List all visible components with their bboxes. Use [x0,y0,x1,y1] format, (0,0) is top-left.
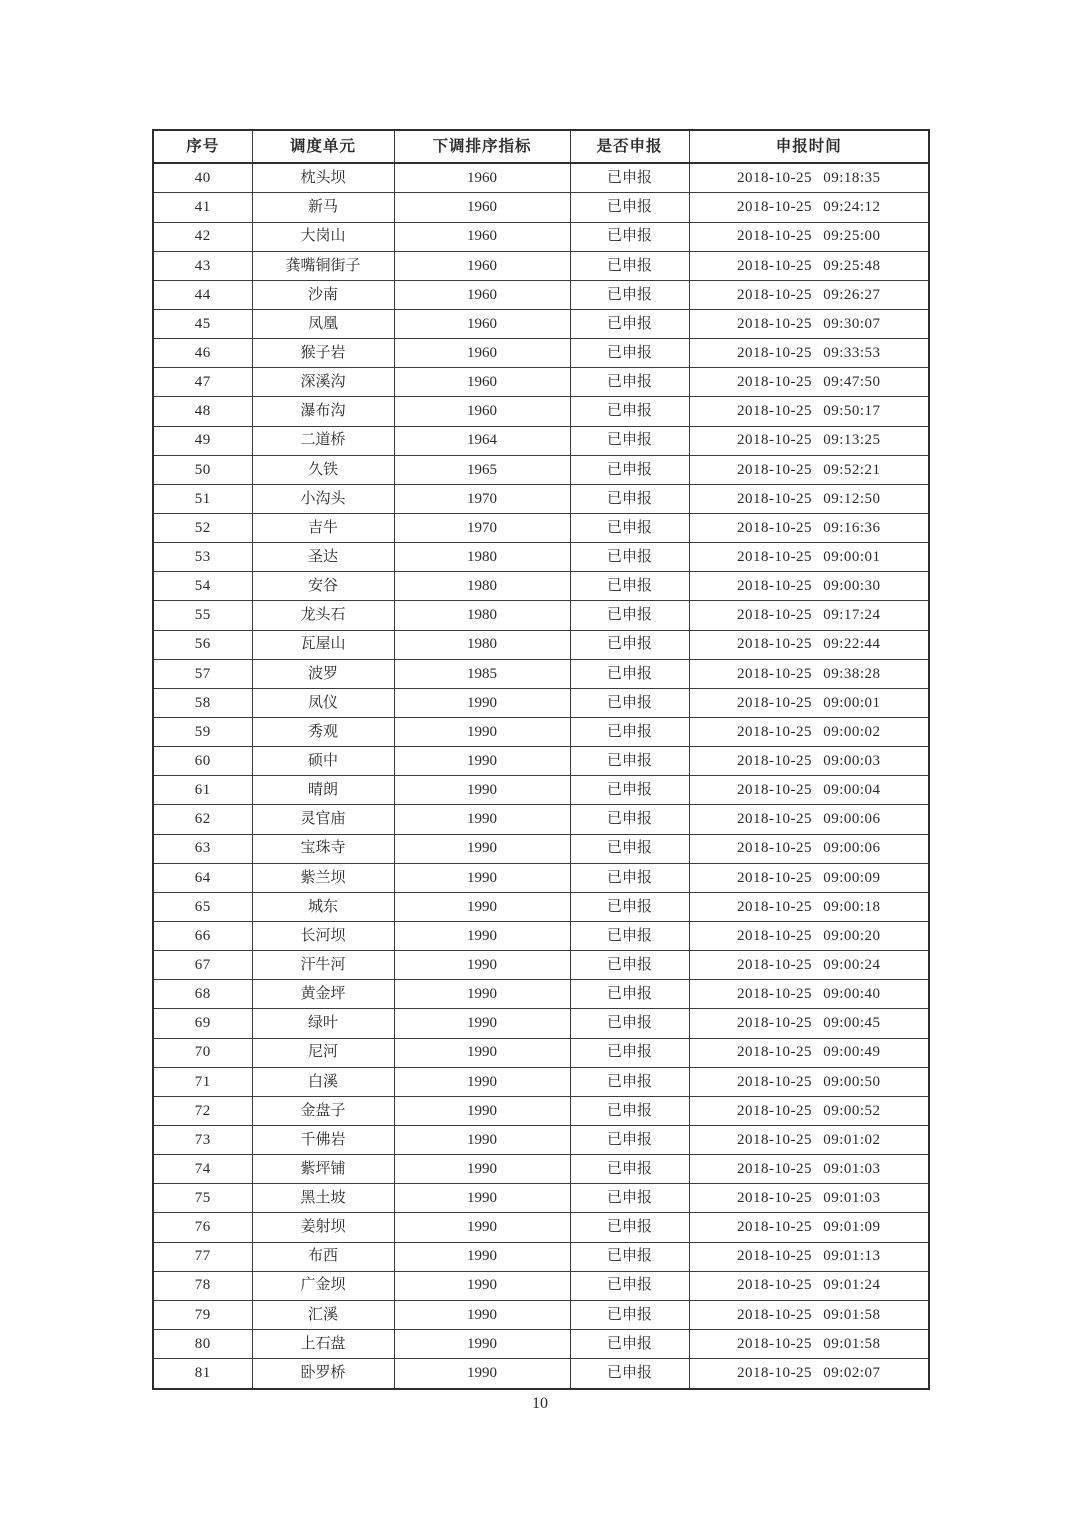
cell-index: 73 [153,1125,252,1154]
table-row [153,951,929,980]
cell-declared: 已申报 [570,1038,689,1067]
cell-declared: 已申报 [570,601,689,630]
cell-unit: 深溪沟 [252,368,394,397]
cell-index: 64 [153,863,252,892]
cell-declared: 已申报 [570,1096,689,1125]
cell-unit: 灵官庙 [252,805,394,834]
cell-declared: 已申报 [570,572,689,601]
cell-declared: 已申报 [570,310,689,339]
cell-declared: 已申报 [570,1155,689,1184]
cell-unit: 小沟头 [252,484,394,513]
cell-index: 77 [153,1242,252,1271]
cell-declared: 已申报 [570,1009,689,1038]
cell-unit: 姜射坝 [252,1213,394,1242]
cell-time: 2018-10-25 09:00:01 [689,543,929,572]
cell-indicator: 1990 [394,1300,570,1329]
table-row [153,980,929,1009]
table-row [153,222,929,251]
cell-time: 2018-10-25 09:24:12 [689,193,929,222]
cell-index: 43 [153,251,252,280]
cell-index: 54 [153,572,252,601]
cell-indicator: 1990 [394,718,570,747]
cell-unit: 黑土坡 [252,1184,394,1213]
cell-declared: 已申报 [570,339,689,368]
cell-declared: 已申报 [570,280,689,309]
table-row [153,863,929,892]
cell-index: 74 [153,1155,252,1184]
cell-indicator: 1990 [394,1038,570,1067]
cell-index: 55 [153,601,252,630]
cell-declared: 已申报 [570,805,689,834]
cell-indicator: 1980 [394,543,570,572]
cell-time: 2018-10-25 09:00:30 [689,572,929,601]
header-unit: 调度单元 [252,130,394,163]
cell-time: 2018-10-25 09:00:02 [689,718,929,747]
cell-indicator: 1960 [394,280,570,309]
table-row [153,659,929,688]
table-row [153,1038,929,1067]
cell-indicator: 1990 [394,747,570,776]
cell-time: 2018-10-25 09:01:24 [689,1271,929,1300]
table-row [153,310,929,339]
cell-unit: 汇溪 [252,1300,394,1329]
cell-indicator: 1980 [394,630,570,659]
cell-index: 42 [153,222,252,251]
table-row [153,514,929,543]
table-row [153,921,929,950]
cell-indicator: 1960 [394,193,570,222]
cell-time: 2018-10-25 09:18:35 [689,163,929,193]
cell-index: 59 [153,718,252,747]
table-row [153,1300,929,1329]
table-row [153,339,929,368]
cell-index: 61 [153,776,252,805]
cell-indicator: 1990 [394,1067,570,1096]
cell-time: 2018-10-25 09:38:28 [689,659,929,688]
cell-time: 2018-10-25 09:01:13 [689,1242,929,1271]
table-row [153,601,929,630]
cell-indicator: 1970 [394,484,570,513]
cell-time: 2018-10-25 09:00:45 [689,1009,929,1038]
table-row [153,1271,929,1300]
cell-unit: 沙南 [252,280,394,309]
cell-unit: 上石盘 [252,1329,394,1358]
table-row [153,747,929,776]
cell-indicator: 1990 [394,1213,570,1242]
dispatch-declaration-table [152,129,930,1390]
cell-indicator: 1960 [394,397,570,426]
cell-unit: 圣达 [252,543,394,572]
cell-declared: 已申报 [570,1359,689,1389]
cell-time: 2018-10-25 09:12:50 [689,484,929,513]
table-row [153,1213,929,1242]
cell-index: 47 [153,368,252,397]
cell-unit: 新马 [252,193,394,222]
table-row [153,718,929,747]
cell-time: 2018-10-25 09:47:50 [689,368,929,397]
cell-unit: 大岗山 [252,222,394,251]
cell-unit: 久铁 [252,455,394,484]
cell-unit: 白溪 [252,1067,394,1096]
cell-time: 2018-10-25 09:00:01 [689,688,929,717]
cell-time: 2018-10-25 09:16:36 [689,514,929,543]
cell-index: 66 [153,921,252,950]
cell-declared: 已申报 [570,1213,689,1242]
cell-index: 60 [153,747,252,776]
cell-time: 2018-10-25 09:00:03 [689,747,929,776]
table-header-row [153,130,929,163]
table-row [153,1329,929,1358]
cell-indicator: 1990 [394,951,570,980]
cell-index: 67 [153,951,252,980]
table-row [153,1242,929,1271]
cell-index: 80 [153,1329,252,1358]
cell-index: 79 [153,1300,252,1329]
table-row [153,1067,929,1096]
cell-time: 2018-10-25 09:00:09 [689,863,929,892]
cell-indicator: 1990 [394,1009,570,1038]
table-row [153,1096,929,1125]
cell-unit: 汗牛河 [252,951,394,980]
cell-declared: 已申报 [570,834,689,863]
cell-declared: 已申报 [570,980,689,1009]
cell-unit: 晴朗 [252,776,394,805]
table-row [153,688,929,717]
cell-indicator: 1960 [394,251,570,280]
cell-indicator: 1960 [394,368,570,397]
cell-indicator: 1990 [394,1242,570,1271]
cell-index: 44 [153,280,252,309]
cell-time: 2018-10-25 09:01:58 [689,1329,929,1358]
cell-indicator: 1990 [394,688,570,717]
cell-indicator: 1970 [394,514,570,543]
cell-indicator: 1960 [394,339,570,368]
cell-declared: 已申报 [570,688,689,717]
cell-time: 2018-10-25 09:00:50 [689,1067,929,1096]
cell-index: 57 [153,659,252,688]
cell-indicator: 1990 [394,980,570,1009]
cell-index: 49 [153,426,252,455]
cell-declared: 已申报 [570,426,689,455]
table-row [153,280,929,309]
cell-indicator: 1960 [394,310,570,339]
dispatch-table-container [152,129,928,1390]
cell-unit: 硕中 [252,747,394,776]
cell-declared: 已申报 [570,863,689,892]
cell-time: 2018-10-25 09:26:27 [689,280,929,309]
cell-unit: 波罗 [252,659,394,688]
table-row [153,805,929,834]
cell-declared: 已申报 [570,1067,689,1096]
cell-index: 62 [153,805,252,834]
cell-indicator: 1990 [394,1125,570,1154]
cell-index: 48 [153,397,252,426]
table-row [153,193,929,222]
table-row [153,1155,929,1184]
cell-unit: 凤仪 [252,688,394,717]
cell-time: 2018-10-25 09:33:53 [689,339,929,368]
cell-declared: 已申报 [570,951,689,980]
cell-time: 2018-10-25 09:00:18 [689,892,929,921]
table-row [153,426,929,455]
cell-time: 2018-10-25 09:00:20 [689,921,929,950]
cell-index: 40 [153,163,252,193]
cell-indicator: 1990 [394,1184,570,1213]
cell-indicator: 1990 [394,1359,570,1389]
cell-unit: 金盘子 [252,1096,394,1125]
cell-index: 56 [153,630,252,659]
cell-declared: 已申报 [570,1271,689,1300]
cell-declared: 已申报 [570,514,689,543]
cell-indicator: 1990 [394,805,570,834]
cell-index: 52 [153,514,252,543]
cell-declared: 已申报 [570,1329,689,1358]
cell-index: 69 [153,1009,252,1038]
cell-unit: 城东 [252,892,394,921]
cell-declared: 已申报 [570,1300,689,1329]
cell-time: 2018-10-25 09:01:02 [689,1125,929,1154]
cell-unit: 龙头石 [252,601,394,630]
table-row [153,892,929,921]
cell-time: 2018-10-25 09:22:44 [689,630,929,659]
table-row [153,630,929,659]
table-row [153,1125,929,1154]
cell-unit: 瓦屋山 [252,630,394,659]
cell-index: 45 [153,310,252,339]
cell-unit: 尼河 [252,1038,394,1067]
cell-indicator: 1965 [394,455,570,484]
cell-unit: 猴子岩 [252,339,394,368]
cell-time: 2018-10-25 09:00:04 [689,776,929,805]
cell-indicator: 1990 [394,1096,570,1125]
cell-declared: 已申报 [570,1125,689,1154]
cell-unit: 黄金坪 [252,980,394,1009]
cell-declared: 已申报 [570,222,689,251]
cell-index: 63 [153,834,252,863]
cell-indicator: 1964 [394,426,570,455]
table-row [153,834,929,863]
cell-unit: 广金坝 [252,1271,394,1300]
table-row [153,251,929,280]
cell-declared: 已申报 [570,193,689,222]
cell-time: 2018-10-25 09:30:07 [689,310,929,339]
table-row [153,776,929,805]
cell-indicator: 1990 [394,892,570,921]
header-declared: 是否申报 [570,130,689,163]
cell-time: 2018-10-25 09:00:52 [689,1096,929,1125]
table-row [153,368,929,397]
cell-unit: 凤凰 [252,310,394,339]
cell-time: 2018-10-25 09:01:58 [689,1300,929,1329]
cell-indicator: 1990 [394,863,570,892]
cell-unit: 吉牛 [252,514,394,543]
cell-time: 2018-10-25 09:00:40 [689,980,929,1009]
cell-index: 72 [153,1096,252,1125]
cell-time: 2018-10-25 09:13:25 [689,426,929,455]
cell-index: 41 [153,193,252,222]
cell-declared: 已申报 [570,630,689,659]
cell-time: 2018-10-25 09:25:00 [689,222,929,251]
cell-indicator: 1990 [394,776,570,805]
cell-index: 81 [153,1359,252,1389]
cell-unit: 紫兰坝 [252,863,394,892]
cell-indicator: 1980 [394,572,570,601]
table-row [153,1359,929,1389]
cell-time: 2018-10-25 09:25:48 [689,251,929,280]
cell-declared: 已申报 [570,1184,689,1213]
cell-declared: 已申报 [570,659,689,688]
cell-indicator: 1990 [394,1329,570,1358]
cell-unit: 安谷 [252,572,394,601]
cell-declared: 已申报 [570,543,689,572]
cell-indicator: 1990 [394,1155,570,1184]
cell-indicator: 1990 [394,921,570,950]
cell-indicator: 1990 [394,834,570,863]
header-time: 申报时间 [689,130,929,163]
cell-time: 2018-10-25 09:01:03 [689,1155,929,1184]
cell-index: 51 [153,484,252,513]
cell-index: 46 [153,339,252,368]
cell-unit: 千佛岩 [252,1125,394,1154]
cell-unit: 长河坝 [252,921,394,950]
table-row [153,543,929,572]
table-row [153,1009,929,1038]
cell-declared: 已申报 [570,484,689,513]
cell-indicator: 1980 [394,601,570,630]
cell-declared: 已申报 [570,163,689,193]
cell-unit: 瀑布沟 [252,397,394,426]
cell-declared: 已申报 [570,776,689,805]
cell-index: 71 [153,1067,252,1096]
cell-declared: 已申报 [570,718,689,747]
cell-time: 2018-10-25 09:00:06 [689,805,929,834]
cell-declared: 已申报 [570,747,689,776]
cell-time: 2018-10-25 09:52:21 [689,455,929,484]
table-row [153,163,929,193]
cell-index: 78 [153,1271,252,1300]
cell-time: 2018-10-25 09:02:07 [689,1359,929,1389]
cell-declared: 已申报 [570,397,689,426]
cell-index: 58 [153,688,252,717]
cell-declared: 已申报 [570,892,689,921]
cell-indicator: 1960 [394,222,570,251]
cell-unit: 紫坪铺 [252,1155,394,1184]
cell-unit: 枕头坝 [252,163,394,193]
cell-unit: 龚嘴铜街子 [252,251,394,280]
cell-unit: 秀观 [252,718,394,747]
cell-unit: 宝珠寺 [252,834,394,863]
cell-declared: 已申报 [570,251,689,280]
cell-time: 2018-10-25 09:00:24 [689,951,929,980]
cell-time: 2018-10-25 09:50:17 [689,397,929,426]
cell-index: 70 [153,1038,252,1067]
table-row [153,572,929,601]
cell-index: 68 [153,980,252,1009]
cell-indicator: 1990 [394,1271,570,1300]
cell-unit: 卧罗桥 [252,1359,394,1389]
cell-declared: 已申报 [570,1242,689,1271]
header-indicator: 下调排序指标 [394,130,570,163]
cell-unit: 绿叶 [252,1009,394,1038]
cell-declared: 已申报 [570,455,689,484]
header-index: 序号 [153,130,252,163]
cell-index: 76 [153,1213,252,1242]
page-number: 10 [532,1395,548,1412]
cell-declared: 已申报 [570,921,689,950]
cell-indicator: 1960 [394,163,570,193]
cell-time: 2018-10-25 09:17:24 [689,601,929,630]
cell-time: 2018-10-25 09:01:09 [689,1213,929,1242]
cell-index: 53 [153,543,252,572]
cell-unit: 布西 [252,1242,394,1271]
table-row [153,397,929,426]
table-row [153,484,929,513]
table-row [153,1184,929,1213]
cell-time: 2018-10-25 09:00:49 [689,1038,929,1067]
cell-index: 50 [153,455,252,484]
cell-declared: 已申报 [570,368,689,397]
cell-time: 2018-10-25 09:01:03 [689,1184,929,1213]
table-row [153,455,929,484]
cell-index: 75 [153,1184,252,1213]
cell-index: 65 [153,892,252,921]
cell-time: 2018-10-25 09:00:06 [689,834,929,863]
cell-indicator: 1985 [394,659,570,688]
cell-unit: 二道桥 [252,426,394,455]
